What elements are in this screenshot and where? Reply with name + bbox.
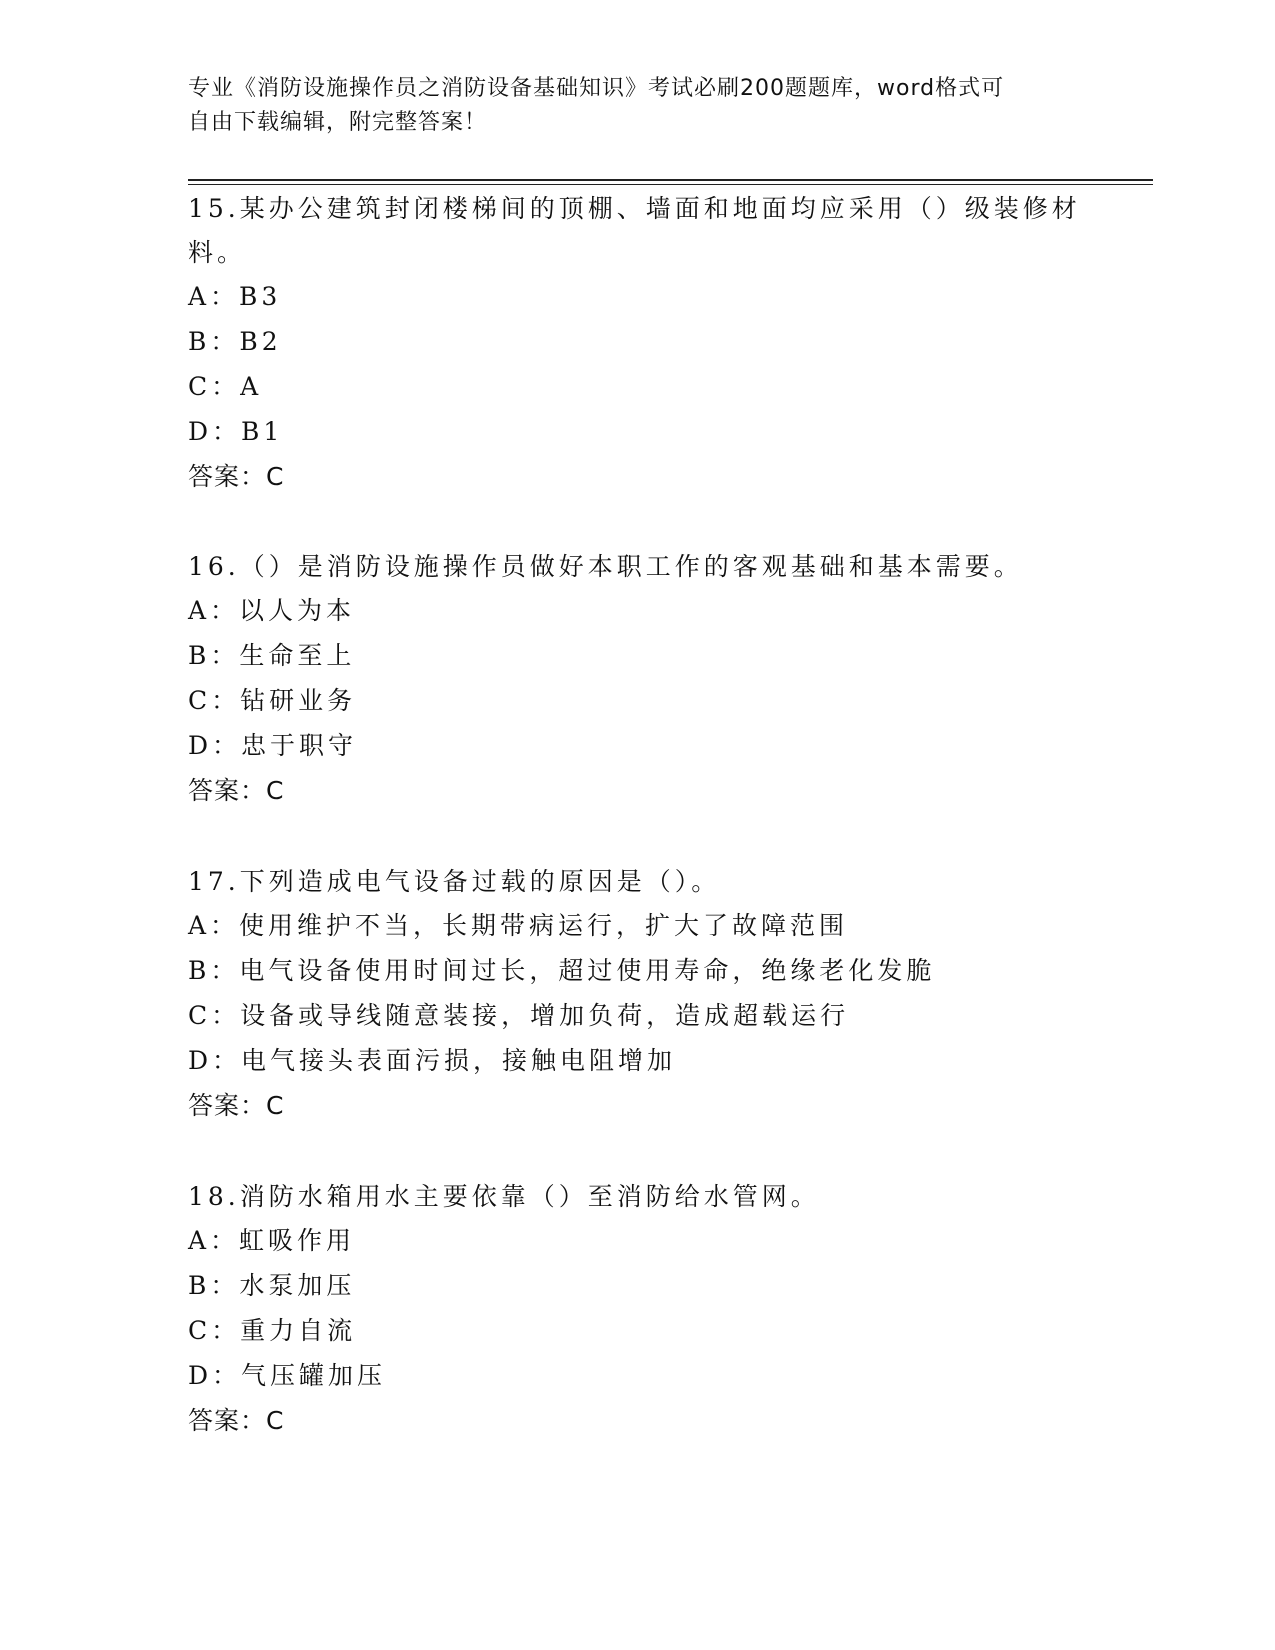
header-line-1: 专业《消防设施操作员之消防设备基础知识》考试必刷200题题库，word格式可 — [188, 76, 1005, 101]
option-c: C：重力自流 — [188, 1316, 357, 1345]
question-stem-continued: 料。 — [188, 238, 247, 267]
option-d: D：气压罐加压 — [188, 1361, 387, 1390]
question-18 — [188, 1175, 1088, 1443]
option-a: A：虹吸作用 — [188, 1226, 356, 1255]
option-b: B：生命至上 — [188, 641, 356, 670]
option-c: C：钻研业务 — [188, 686, 357, 715]
answer: 答案：C — [188, 776, 285, 805]
answer: 答案：C — [188, 462, 285, 491]
question-stem: 16.（）是消防设施操作员做好本职工作的客观基础和基本需要。 — [188, 552, 1023, 581]
option-b: B：电气设备使用时间过长，超过使用寿命，绝缘老化发脆 — [188, 956, 936, 985]
option-d: D：B1 — [188, 417, 284, 446]
option-a: A：B3 — [188, 282, 282, 311]
question-stem: 15.某办公建筑封闭楼梯间的顶棚、墙面和地面均应采用（）级装修材 — [188, 194, 1081, 223]
document-header — [188, 72, 1068, 140]
question-stem: 17.下列造成电气设备过载的原因是（）。 — [188, 867, 721, 896]
answer: 答案：C — [188, 1091, 285, 1120]
option-b: B：B2 — [188, 327, 282, 356]
answer: 答案：C — [188, 1406, 285, 1435]
question-stem: 18.消防水箱用水主要依靠（）至消防给水管网。 — [188, 1182, 820, 1211]
option-a: A：使用维护不当，长期带病运行，扩大了故障范围 — [188, 911, 849, 940]
option-a: A：以人为本 — [188, 596, 356, 625]
header-divider-thin — [188, 184, 1153, 185]
header-divider — [188, 179, 1153, 181]
option-d: D：电气接头表面污损，接触电阻增加 — [188, 1046, 677, 1075]
option-c: C：A — [188, 372, 263, 401]
question-16 — [188, 545, 1088, 813]
header-line-2: 自由下载编辑，附完整答案！ — [188, 110, 488, 135]
option-c: C：设备或导线随意装接，增加负荷，造成超载运行 — [188, 1001, 850, 1030]
option-d: D：忠于职守 — [188, 731, 358, 760]
question-15 — [188, 187, 1088, 499]
question-17 — [188, 860, 1088, 1128]
option-b: B：水泵加压 — [188, 1271, 356, 1300]
